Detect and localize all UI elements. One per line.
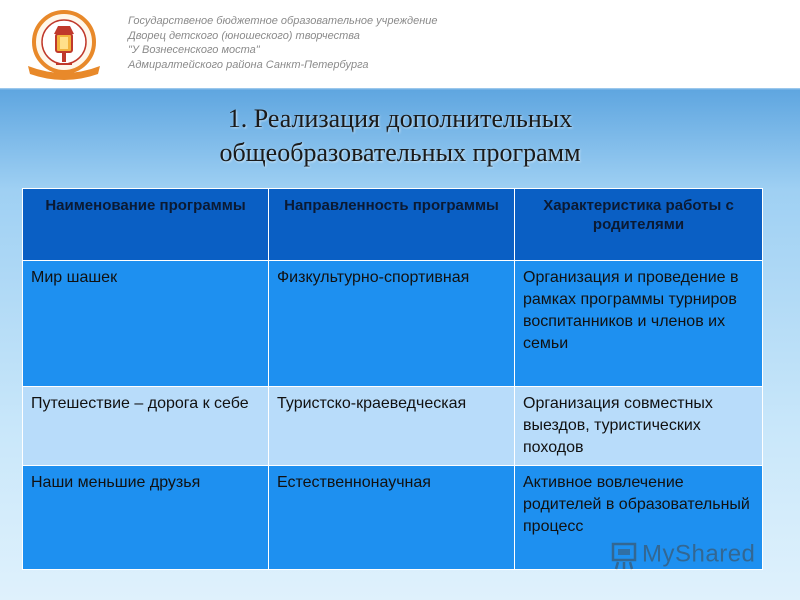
organization-name [128, 14, 568, 72]
table-row [23, 261, 763, 387]
column-header-direction: Направленность программы [269, 189, 515, 261]
org-line: Государственое бюджетное образовательное учреждение [128, 15, 438, 27]
table-cell: Физкультурно-спортивная [269, 261, 515, 387]
table-cell: Мир шашек [23, 261, 269, 387]
column-header-parents-work: Характеристика работы с родителями [515, 189, 763, 261]
programs-table [22, 188, 763, 570]
table-cell: Организация совместных выездов, туристических походов [515, 387, 763, 466]
table-cell: Путешествие – дорога к себе [23, 387, 269, 466]
watermark-text: MyShared [642, 540, 756, 568]
table-cell: Наши меньшие друзья [23, 466, 269, 570]
programs-table-container [22, 188, 762, 568]
slide-title-line: 1. Реализация дополнительных [227, 104, 573, 133]
table-cell: Туристско-краеведческая [269, 387, 515, 466]
table-row [23, 387, 763, 466]
header-bar [0, 0, 800, 88]
slide-title-line: общеобразовательных программ [219, 138, 581, 167]
org-line: "У Вознесенского моста" [128, 44, 260, 56]
column-header-name: Наименование программы [23, 189, 269, 261]
table-cell: Естественнонаучная [269, 466, 515, 570]
table-header-row [23, 189, 763, 261]
lantern-emblem-icon [18, 8, 110, 80]
slide-title [0, 102, 800, 170]
table-cell: Организация и проведение в рамках программы турниров воспитанников и членов их семьи [515, 261, 763, 387]
myshared-logo-icon [610, 540, 638, 570]
table-cell: Активное вовлечение родителей в образовательный процесс [515, 466, 763, 570]
org-line: Адмиралтейского района Санкт-Петербурга [128, 58, 369, 71]
org-line: Дворец детского (юношеского) творчества [128, 29, 360, 42]
myshared-watermark [610, 536, 770, 572]
